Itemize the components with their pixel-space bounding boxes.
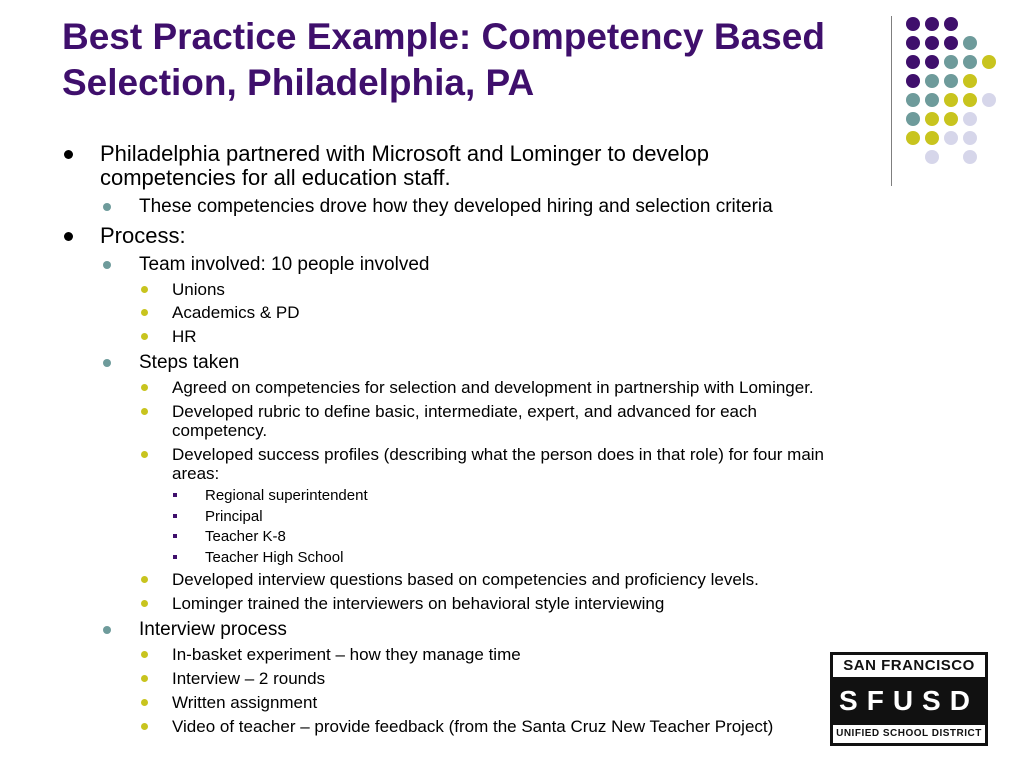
bullet-partnership-cont <box>100 166 451 189</box>
bullet-text: In-basket experiment – how they manage time <box>172 645 521 664</box>
list-item <box>172 717 773 736</box>
bullet-dot-icon <box>103 203 111 211</box>
list-item <box>172 303 300 322</box>
title-line-2: Selection, Philadelphia, PA <box>62 62 535 103</box>
bullet-dot-icon <box>141 309 148 316</box>
list-item-cont <box>172 464 219 483</box>
bullet-dot-icon <box>141 651 148 658</box>
square-bullet-icon <box>173 534 177 538</box>
bullet-text: Teacher High School <box>205 549 344 566</box>
list-item <box>172 327 197 346</box>
list-item <box>172 378 814 397</box>
logo-bottom-text: UNIFIED SCHOOL DISTRICT <box>836 728 982 739</box>
bullet-dot-icon <box>64 232 73 241</box>
bullet-text: Written assignment <box>172 693 318 712</box>
sub-bullet-steps <box>139 352 239 373</box>
bullet-text: Developed interview questions based on competencies and proficiency levels. <box>172 570 759 589</box>
sub-bullet-team <box>139 254 429 275</box>
bullet-text: Developed success profiles (describing what the person does in that role) for four main <box>172 445 825 464</box>
bullet-dot-icon <box>64 150 73 159</box>
bullet-dot-icon <box>141 699 148 706</box>
logo-top-text: SAN FRANCISCO <box>843 657 975 674</box>
list-item <box>172 594 664 613</box>
bullet-process <box>100 224 186 247</box>
bullet-text: competencies for all education staff. <box>100 165 451 190</box>
bullet-dot-icon <box>141 600 148 607</box>
bullet-dot-icon <box>141 576 148 583</box>
bullet-dot-icon <box>103 261 111 269</box>
bullet-text: Academics & PD <box>172 303 300 322</box>
bullet-text: Steps taken <box>139 352 240 373</box>
bullet-text: Video of teacher – provide feedback (from the Santa Cruz New Teacher Project) <box>172 717 774 736</box>
list-item <box>205 487 368 504</box>
list-item <box>172 669 325 688</box>
bullet-dot-icon <box>141 451 148 458</box>
title-line-1: Best Practice Example: Competency Based <box>62 16 825 57</box>
list-item <box>172 402 757 421</box>
list-item <box>172 280 225 299</box>
bullet-text: Lominger trained the interviewers on behavioral style interviewing <box>172 594 665 613</box>
bullet-text: Interview – 2 rounds <box>172 669 326 688</box>
square-bullet-icon <box>173 555 177 559</box>
bullet-text: Agreed on competencies for selection and development in partnership with Lominger. <box>172 378 814 397</box>
bullet-dot-icon <box>103 359 111 367</box>
logo-middle-text: SFUSD <box>833 677 985 725</box>
square-bullet-icon <box>173 493 177 497</box>
list-item <box>172 693 317 712</box>
bullet-dot-icon <box>141 408 148 415</box>
sub-bullet-criteria <box>139 196 773 217</box>
bullet-text: Process: <box>100 223 186 248</box>
bullet-dot-icon <box>141 384 148 391</box>
bullet-text: HR <box>172 327 197 346</box>
bullet-text: Philadelphia partnered with Microsoft and Lominger to develop <box>100 141 710 166</box>
list-item <box>172 570 759 589</box>
square-bullet-icon <box>173 514 177 518</box>
sub-bullet-interview <box>139 619 287 640</box>
list-item <box>205 528 286 545</box>
bullet-dot-icon <box>141 675 148 682</box>
bullet-text: competency. <box>172 421 268 440</box>
bullet-text: Regional superintendent <box>205 487 368 504</box>
bullet-text: Unions <box>172 280 225 299</box>
bullet-text: Teacher K-8 <box>205 528 286 545</box>
bullet-text: Interview process <box>139 619 287 640</box>
bullet-dot-icon <box>141 333 148 340</box>
bullet-dot-icon <box>141 286 148 293</box>
list-item-cont <box>172 421 267 440</box>
bullet-dot-icon <box>141 723 148 730</box>
bullet-text: Principal <box>205 508 263 525</box>
list-item <box>205 549 343 566</box>
sfusd-logo <box>830 652 988 746</box>
bullet-partnership <box>100 142 709 165</box>
list-item <box>172 645 521 664</box>
bullet-text: These competencies drove how they developed hiring and selection criteria <box>139 196 773 217</box>
bullet-dot-icon <box>103 626 111 634</box>
bullet-text: Team involved: 10 people involved <box>139 254 430 275</box>
bullet-text: Developed rubric to define basic, intermediate, expert, and advanced for each <box>172 402 757 421</box>
bullet-text: areas: <box>172 464 220 483</box>
list-item <box>205 508 263 525</box>
list-item <box>172 445 824 464</box>
